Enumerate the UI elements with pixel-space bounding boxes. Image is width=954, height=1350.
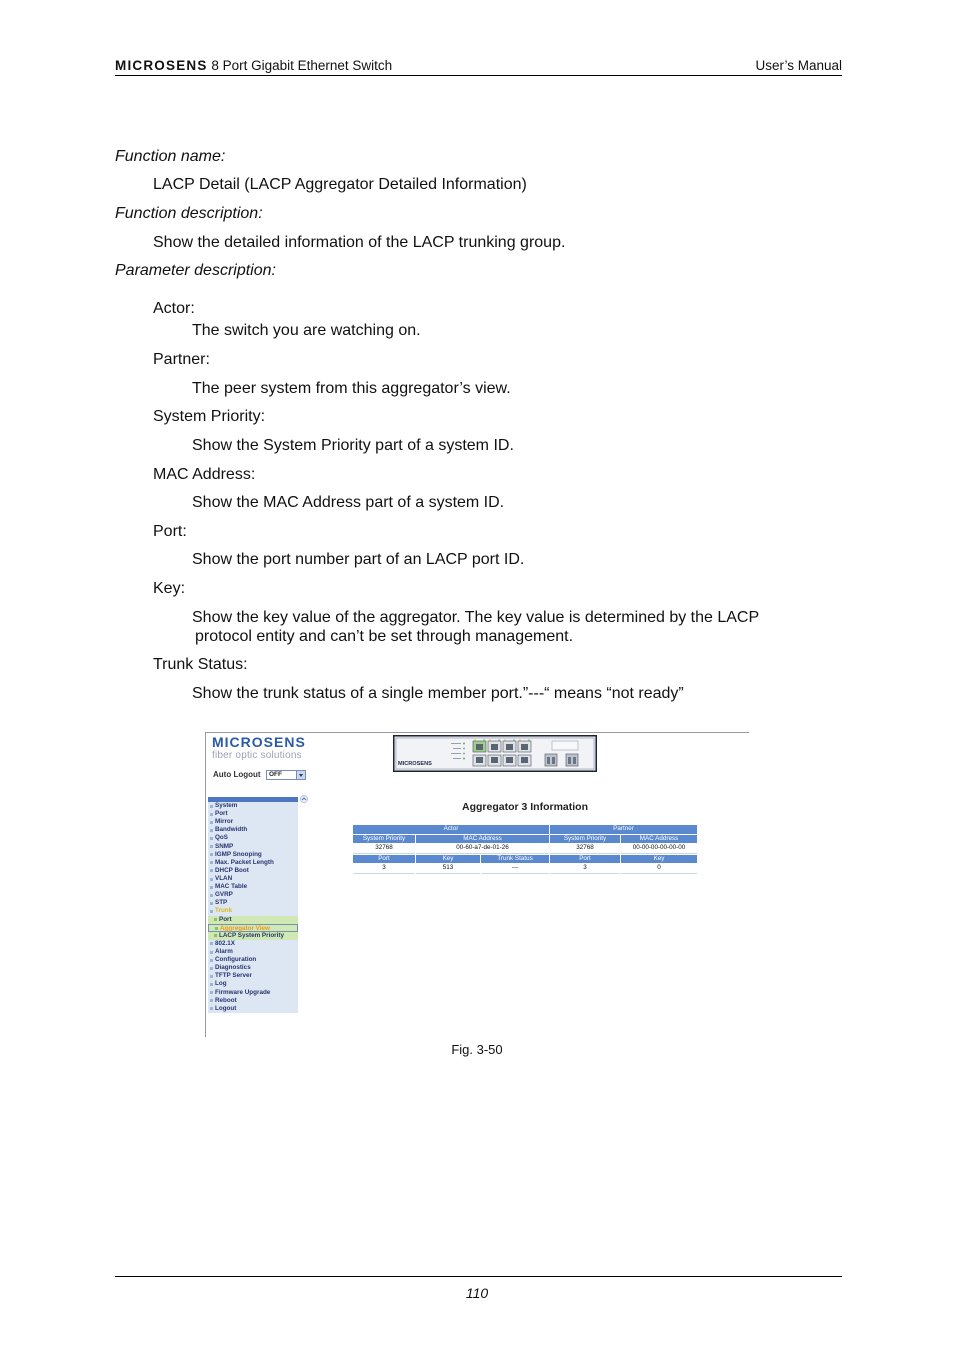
column-header: MAC Address	[621, 835, 697, 844]
sfp-port	[566, 754, 578, 766]
menu-item-trunk[interactable]	[208, 907, 298, 915]
page-title: Aggregator 3 Information	[461, 801, 588, 813]
column-header: Port	[353, 855, 415, 864]
param-desc-key-line2: protocol entity and can’t be set through management.	[195, 628, 574, 645]
partner-system-priority: 32768	[550, 844, 620, 854]
menu-item-label: Configuration	[215, 956, 257, 964]
menu-item-label: Log	[215, 980, 227, 988]
figure-screenshot	[205, 732, 749, 1037]
column-header: Key	[416, 855, 480, 864]
menu-bullet-icon	[210, 983, 213, 986]
menu-item-stp[interactable]	[208, 899, 298, 907]
menu-item-label: 802.1X	[215, 939, 235, 947]
param-desc-trunk-status: Show the trunk status of a single member port.”---“ means “not ready”	[192, 685, 684, 702]
submenu-bullet-icon	[215, 927, 218, 930]
menu-bullet-icon	[210, 829, 213, 832]
menu-bullet-icon	[210, 999, 213, 1002]
partner-header: Partner	[550, 825, 697, 834]
actor-mac-address: 00-60-a7-de-01-26	[416, 844, 549, 854]
footer-rule	[115, 1276, 842, 1277]
menu-item-snmp[interactable]	[208, 843, 298, 851]
menu-item-alarm[interactable]	[208, 948, 298, 956]
menu-item-gvrp[interactable]	[208, 891, 298, 899]
menu-item-trunk-aggregator-view[interactable]	[208, 924, 298, 932]
logo	[212, 735, 306, 761]
param-name-actor: Actor:	[153, 300, 195, 317]
menu-bullet-icon	[210, 861, 213, 864]
rj45-port	[488, 755, 501, 766]
menu-bullet-icon	[210, 821, 213, 824]
menu-item-configuration[interactable]	[208, 956, 298, 964]
menu-item-system[interactable]	[208, 802, 298, 810]
menu-item-label: Mirror	[215, 818, 234, 826]
rj45-port	[518, 741, 531, 752]
menu-item-label: MAC Table	[215, 883, 248, 891]
menu-item-vlan[interactable]	[208, 875, 298, 883]
function-name-label: Function name:	[115, 148, 226, 165]
menu-item-tftp-server[interactable]	[208, 972, 298, 980]
partner-key: 0	[621, 864, 697, 874]
menu-bullet-icon	[210, 942, 213, 945]
rj45-port	[473, 741, 486, 752]
logo-name: MICROSENS	[212, 734, 306, 750]
menu-item-label: Aggregator View	[220, 924, 270, 932]
menu-item-label: DHCP Boot	[215, 866, 249, 874]
function-name-value: LACP Detail (LACP Aggregator Detailed Information)	[153, 176, 527, 193]
menu-item-label: LACP System Priority	[219, 931, 284, 939]
submenu-bullet-icon	[214, 934, 217, 937]
sfp-port	[545, 754, 557, 766]
running-header	[115, 58, 842, 74]
menu-item-label: Trunk	[215, 907, 233, 915]
menu-item-label: VLAN	[215, 874, 233, 882]
partner-mac-address: 00-00-00-00-00-00	[621, 844, 697, 854]
rj45-port	[518, 755, 531, 766]
actor-header: Actor	[353, 825, 549, 834]
menu-item-diagnostics[interactable]	[208, 964, 298, 972]
menu-bullet-icon	[210, 902, 213, 905]
menu-item-firmware-upgrade[interactable]	[208, 989, 298, 997]
menu-item-label: Bandwidth	[215, 826, 248, 834]
menu-item-mac-table[interactable]	[208, 883, 298, 891]
menu-bullet-icon	[210, 1007, 213, 1010]
auto-logout-label: Auto Logout	[213, 770, 261, 779]
function-description-value: Show the detailed information of the LACP trunking group.	[153, 234, 566, 251]
menu-item-label: SNMP	[215, 842, 234, 850]
rj45-port	[473, 755, 486, 766]
menu-bullet-icon	[210, 967, 213, 970]
rj45-port	[503, 755, 516, 766]
menu-item-dhcp-boot[interactable]	[208, 867, 298, 875]
column-header: Key	[621, 855, 697, 864]
menu-bullet-icon	[210, 878, 213, 881]
menu-item-igmp-snooping[interactable]	[208, 851, 298, 859]
menu-bullet-icon	[210, 975, 213, 978]
auto-logout-select[interactable]	[266, 770, 306, 780]
menu-item-label: Max. Packet Length	[215, 858, 274, 866]
chevron-up-icon[interactable]	[300, 795, 308, 803]
rj45-port	[488, 741, 501, 752]
column-header: System Priority	[353, 835, 415, 844]
menu-bullet-icon	[210, 869, 213, 872]
menu-item-logout[interactable]	[208, 1005, 298, 1013]
param-name-partner: Partner:	[153, 351, 210, 368]
param-desc-actor: The switch you are watching on.	[192, 322, 421, 339]
console-port	[552, 741, 578, 750]
param-desc-key-line1: Show the key value of the aggregator. The key value is determined by the LACP	[192, 609, 760, 626]
param-desc-mac-address: Show the MAC Address part of a system ID.	[192, 494, 505, 511]
param-desc-system-priority: Show the System Priority part of a system ID.	[192, 437, 514, 454]
menu-item-label: IGMP Snooping	[215, 850, 262, 858]
param-name-system-priority: System Priority:	[153, 408, 266, 425]
param-name-key: Key:	[153, 580, 186, 597]
actor-port: 3	[353, 864, 415, 874]
menu-item-reboot[interactable]	[208, 997, 298, 1005]
menu-item-trunk-port[interactable]	[208, 916, 298, 924]
param-name-trunk-status: Trunk Status:	[153, 656, 248, 673]
menu-item-label: Firmware Upgrade	[215, 988, 271, 996]
header-product: 8 Port Gigabit Ethernet Switch	[211, 58, 393, 73]
menu-bullet-icon	[210, 910, 213, 913]
column-header: Port	[550, 855, 620, 864]
menu-item-max-packet-length[interactable]	[208, 859, 298, 867]
navigation-menu	[208, 802, 298, 1013]
page-number: 110	[465, 1285, 489, 1301]
menu-item-label: GVRP	[215, 891, 233, 899]
param-name-mac-address: MAC Address:	[153, 466, 256, 483]
panel-brand: MICROSENS	[398, 761, 432, 767]
menu-item-trunk-lacp-system-priority[interactable]	[208, 932, 298, 940]
aggregator-table	[352, 824, 698, 875]
param-name-port: Port:	[153, 523, 187, 540]
column-header: MAC Address	[416, 835, 549, 844]
menu-item-label: TFTP Server	[215, 972, 252, 980]
menu-item-label: Reboot	[215, 996, 237, 1004]
auto-logout-value: OFF	[269, 771, 282, 778]
actor-trunk-status: ---	[481, 864, 549, 874]
menu-bullet-icon	[210, 805, 213, 808]
table-row	[353, 864, 697, 874]
function-description-label: Function description:	[115, 205, 263, 222]
figure-caption: Fig. 3-50	[451, 1042, 503, 1057]
actor-key: 513	[416, 864, 480, 874]
chevron-down-icon[interactable]	[296, 771, 305, 779]
menu-item-label: QoS	[215, 834, 228, 842]
header-brand: MICROSENS	[115, 58, 208, 73]
menu-item-bandwidth[interactable]	[208, 826, 298, 834]
param-desc-partner: The peer system from this aggregator’s view.	[192, 380, 511, 397]
column-header: System Priority	[550, 835, 620, 844]
menu-item-port[interactable]	[208, 810, 298, 818]
menu-item-label: Port	[219, 915, 232, 923]
menu-item-mirror[interactable]	[208, 818, 298, 826]
logo-tagline: fiber optic solutions	[212, 750, 302, 761]
param-desc-port: Show the port number part of an LACP port ID.	[192, 551, 525, 568]
menu-bullet-icon	[210, 845, 213, 848]
column-header: Trunk Status	[481, 855, 549, 864]
table-row	[353, 825, 697, 834]
menu-item-label: System	[215, 802, 238, 809]
table-row	[353, 844, 697, 854]
menu-item-label: STP	[215, 899, 228, 907]
menu-item-802-1x[interactable]	[208, 940, 298, 948]
menu-item-label: Alarm	[215, 947, 233, 955]
menu-item-qos[interactable]	[208, 834, 298, 842]
partner-port: 3	[550, 864, 620, 874]
submenu-bullet-icon	[214, 918, 217, 921]
menu-item-label: Diagnostics	[215, 964, 251, 972]
header-manual: User’s Manual	[755, 58, 842, 73]
menu-bullet-icon	[210, 959, 213, 962]
menu-bullet-icon	[210, 813, 213, 816]
table-row	[353, 855, 697, 864]
menu-bullet-icon	[210, 991, 213, 994]
rj45-port	[503, 741, 516, 752]
header-rule	[115, 75, 842, 76]
menu-bullet-icon	[210, 837, 213, 840]
menu-item-label: Port	[215, 810, 228, 818]
switch-panel-image	[393, 735, 597, 772]
actor-system-priority: 32768	[353, 844, 415, 854]
menu-bullet-icon	[210, 951, 213, 954]
menu-bullet-icon	[210, 853, 213, 856]
table-row	[353, 835, 697, 844]
menu-item-label: Logout	[215, 1004, 237, 1012]
parameter-description-label: Parameter description:	[115, 262, 276, 279]
menu-bullet-icon	[210, 886, 213, 889]
menu-item-log[interactable]	[208, 980, 298, 988]
menu-bullet-icon	[210, 894, 213, 897]
